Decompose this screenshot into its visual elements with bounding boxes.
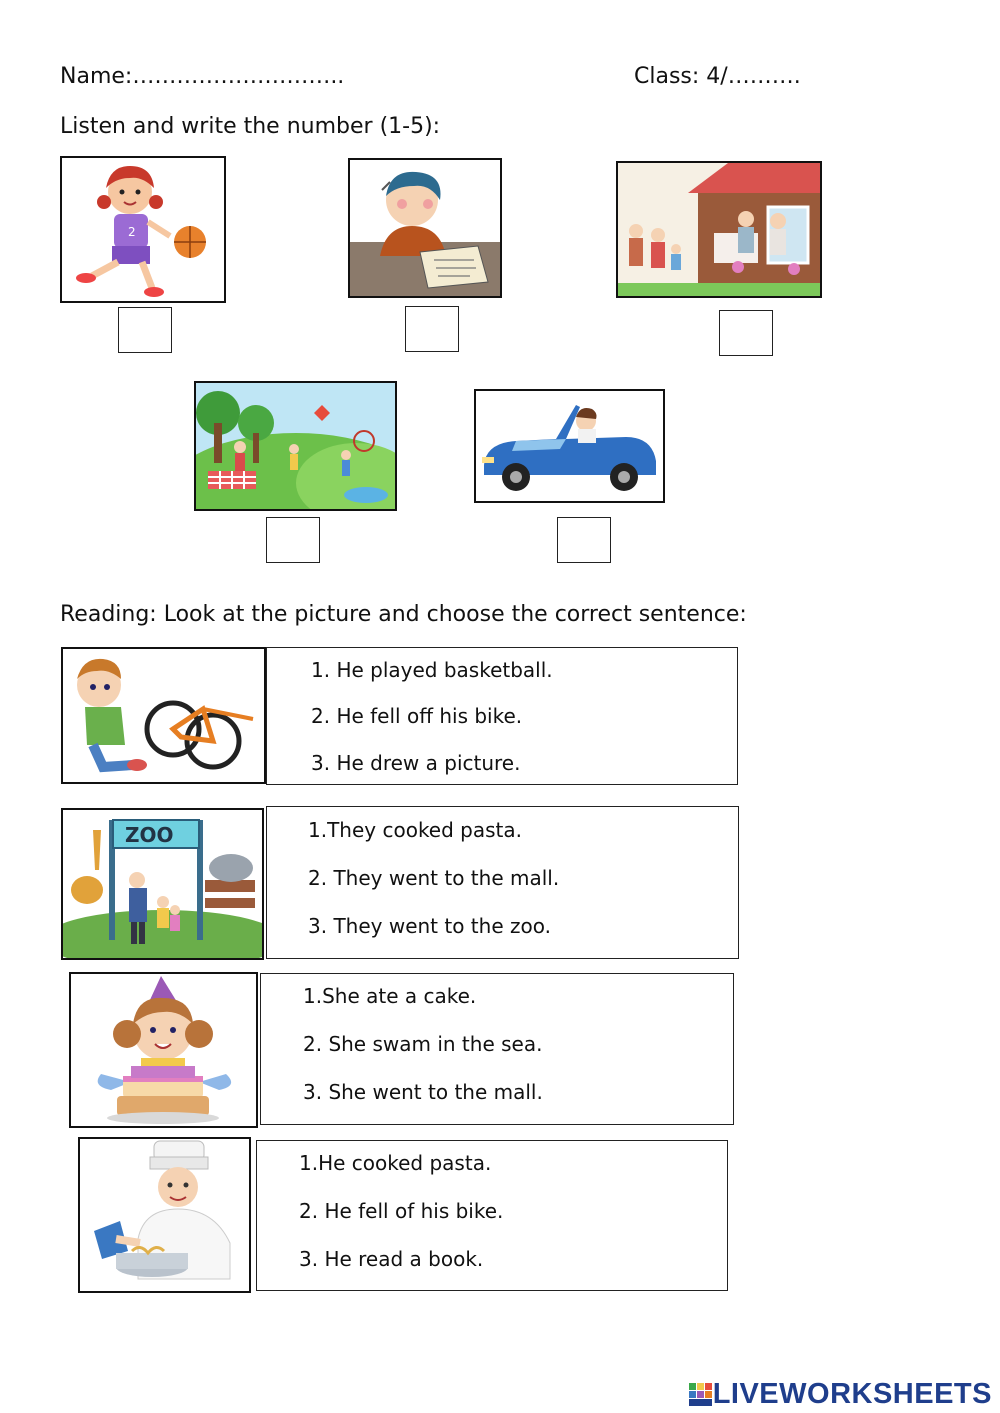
answer-box-5[interactable] — [557, 517, 611, 563]
svg-text:ZOO: ZOO — [125, 823, 174, 847]
q2-option-3[interactable]: 3. They went to the zoo. — [308, 914, 551, 938]
question-1-options — [266, 647, 738, 785]
svg-text:2: 2 — [128, 225, 136, 239]
question-4-options — [256, 1140, 728, 1291]
brand-name: LIVEWORKSHEETS — [712, 1378, 992, 1410]
q1-option-2[interactable]: 2. He fell off his bike. — [311, 704, 523, 728]
answer-box-4[interactable] — [266, 517, 320, 563]
picnic-park-icon — [194, 381, 397, 511]
question-3-options — [260, 973, 734, 1125]
q3-option-1[interactable]: 1.She ate a cake. — [303, 984, 477, 1008]
boy-fell-off-bike-icon — [61, 647, 266, 784]
answer-box-3[interactable] — [719, 310, 773, 356]
answer-box-2[interactable] — [405, 306, 459, 352]
q4-option-2[interactable]: 2. He fell of his bike. — [299, 1199, 504, 1223]
listening-instruction: Listen and write the number (1-5): — [60, 114, 441, 139]
man-driving-car-icon — [474, 389, 665, 503]
q1-option-1[interactable]: 1. He played basketball. — [311, 658, 553, 682]
family-at-zoo-icon — [61, 808, 264, 960]
family-visit-grandparents-icon — [616, 161, 822, 298]
class-field-label: Class: 4/………. — [634, 64, 801, 89]
q4-option-3[interactable]: 3. He read a book. — [299, 1247, 484, 1271]
q1-option-3[interactable]: 3. He drew a picture. — [311, 751, 521, 775]
q4-option-1[interactable]: 1.He cooked pasta. — [299, 1151, 492, 1175]
girl-basketball-icon — [60, 156, 226, 303]
boy-writing-letter-icon — [348, 158, 502, 298]
answer-box-1[interactable] — [118, 307, 172, 353]
q2-option-1[interactable]: 1.They cooked pasta. — [308, 818, 522, 842]
liveworksheets-mark-icon — [689, 1383, 713, 1407]
name-field-label: Name:……………………….. — [60, 64, 345, 89]
q3-option-3[interactable]: 3. She went to the mall. — [303, 1080, 543, 1104]
chef-cooking-pasta-icon — [78, 1137, 251, 1293]
question-2-options — [266, 806, 739, 959]
girl-eating-cake-icon — [69, 972, 258, 1128]
reading-instruction: Reading: Look at the picture and choose the correct sentence: — [60, 602, 747, 627]
q3-option-2[interactable]: 2. She swam in the sea. — [303, 1032, 543, 1056]
liveworksheets-logo — [689, 1378, 992, 1411]
q2-option-2[interactable]: 2. They went to the mall. — [308, 866, 560, 890]
